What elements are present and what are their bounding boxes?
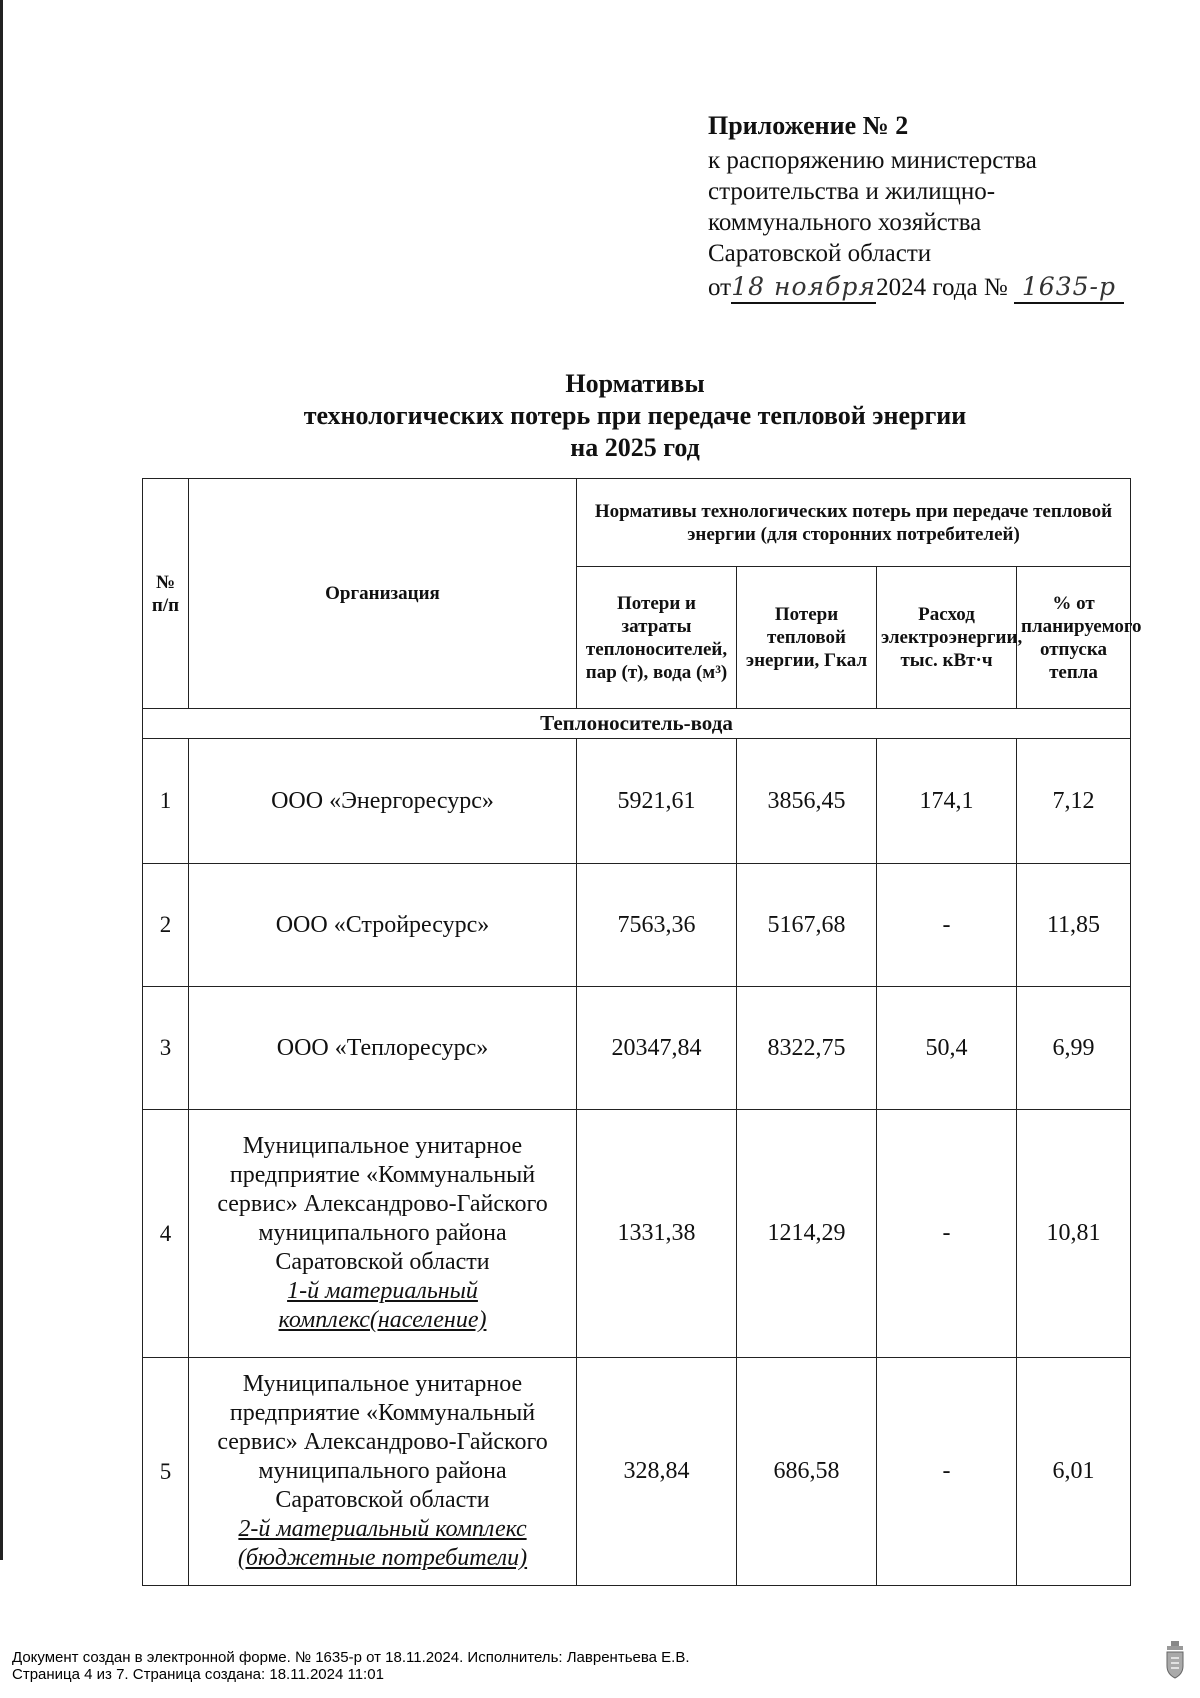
table-row xyxy=(143,739,1131,864)
title-line: Нормативы xyxy=(565,369,705,398)
row-losses: 5921,61 xyxy=(577,739,737,864)
year-text: 2024 года № xyxy=(876,274,1008,301)
handwritten-number: 1635-р xyxy=(1014,271,1124,304)
footer-line: Документ создан в электронной форме. № 1635-р от 18.11.2024. Исполнитель: Лаврентьева Е.В. xyxy=(12,1649,690,1666)
title-line: технологических потерь при передаче тепловой энергии xyxy=(303,401,967,430)
appendix-line: коммунального хозяйства xyxy=(708,209,982,236)
appendix-line: строительства и жилищно- xyxy=(708,178,996,205)
row-electricity: - xyxy=(877,864,1017,987)
row-number: 2 xyxy=(143,864,189,987)
header-num: № п/п xyxy=(143,479,189,709)
row-number: 3 xyxy=(143,987,189,1110)
row-losses: 1331,38 xyxy=(577,1110,737,1358)
row-organization xyxy=(189,987,577,1110)
appendix-title: Приложение № 2 xyxy=(708,111,909,140)
row-electricity: 50,4 xyxy=(877,987,1017,1110)
header-col-electricity: Расход электроэнергии, тыс. кВт·ч xyxy=(877,567,1017,709)
appendix-date-line xyxy=(708,271,1168,304)
norms-table xyxy=(142,478,1142,1586)
row-heat: 1214,29 xyxy=(737,1110,877,1358)
org-name: ООО «Стройресурс» xyxy=(275,911,490,938)
appendix-line: к распоряжению министерства xyxy=(708,147,1037,174)
row-percent: 6,01 xyxy=(1017,1358,1131,1586)
row-losses: 20347,84 xyxy=(577,987,737,1110)
coat-of-arms-icon xyxy=(1164,1640,1186,1680)
org-name: Муниципальное унитарное предприятие «Коммунальный сервис» Александрово-Гайского муниципального района Саратовской области xyxy=(217,1371,548,1513)
row-percent: 10,81 xyxy=(1017,1110,1131,1358)
table-row xyxy=(143,864,1131,987)
row-organization xyxy=(189,739,577,864)
row-heat: 3856,45 xyxy=(737,739,877,864)
date-prefix: от xyxy=(708,274,732,301)
row-organization xyxy=(189,1358,577,1586)
row-losses: 7563,36 xyxy=(577,864,737,987)
row-heat: 686,58 xyxy=(737,1358,877,1586)
header-col-losses: Потери и затраты теплоносителей, пар (т), вода (м³) xyxy=(577,567,737,709)
org-name: ООО «Теплоресурс» xyxy=(276,1034,489,1061)
row-organization xyxy=(189,864,577,987)
org-subtitle: 2-й материальный комплекс (бюджетные потребители) xyxy=(237,1516,528,1571)
table-row xyxy=(143,1110,1131,1358)
row-number: 1 xyxy=(143,739,189,864)
row-electricity: 174,1 xyxy=(877,739,1017,864)
handwritten-date: 18 ноября xyxy=(731,271,876,304)
row-electricity: - xyxy=(877,1110,1017,1358)
row-electricity: - xyxy=(877,1358,1017,1586)
document-footer xyxy=(12,1649,690,1683)
header-group: Нормативы технологических потерь при передаче тепловой энергии (для сторонних потребителей) xyxy=(577,479,1131,567)
row-heat: 5167,68 xyxy=(737,864,877,987)
row-number: 4 xyxy=(143,1110,189,1358)
row-organization xyxy=(189,1110,577,1358)
page-edge-line xyxy=(0,0,3,1560)
org-name: ООО «Энергоресурс» xyxy=(271,787,494,814)
header-col-heat: Потери тепловой энергии, Гкал xyxy=(737,567,877,709)
row-percent: 7,12 xyxy=(1017,739,1131,864)
table-row xyxy=(143,987,1131,1110)
title-line: на 2025 год xyxy=(570,433,700,462)
appendix-line: Саратовской области xyxy=(708,240,932,267)
document-title xyxy=(140,368,1130,464)
table-row xyxy=(143,1358,1131,1586)
org-subtitle: 1-й материальный комплекс(население) xyxy=(278,1278,487,1333)
row-percent: 11,85 xyxy=(1017,864,1131,987)
header-organization: Организация xyxy=(189,479,577,709)
section-row: Теплоноситель-вода xyxy=(143,709,1131,739)
appendix-block xyxy=(708,110,1168,304)
header-col-percent: % от планируемого отпуска тепла xyxy=(1017,567,1131,709)
org-name: Муниципальное унитарное предприятие «Коммунальный сервис» Александрово-Гайского муниципального района Саратовской области xyxy=(217,1133,548,1275)
row-percent: 6,99 xyxy=(1017,987,1131,1110)
row-heat: 8322,75 xyxy=(737,987,877,1110)
row-number: 5 xyxy=(143,1358,189,1586)
footer-line: Страница 4 из 7. Страница создана: 18.11.2024 11:01 xyxy=(12,1666,384,1683)
row-losses: 328,84 xyxy=(577,1358,737,1586)
